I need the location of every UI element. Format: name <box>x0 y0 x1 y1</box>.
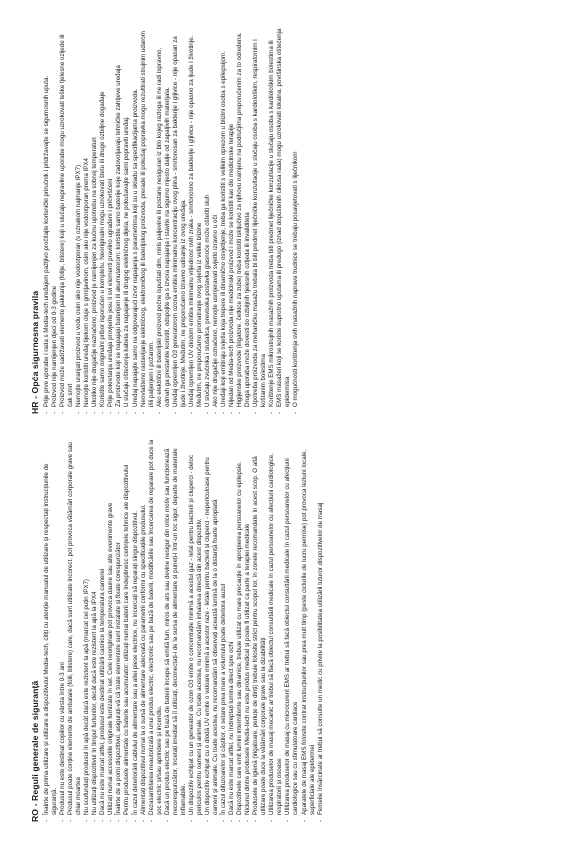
list-item: - Uređaj opremljen O3 generatorom ozona emitira minimalnu koncentraciju ovog plina - smrtonosan za bakterije i gljivice - nije opasan za ljude i životinje. Međutim, ne preporučamo izravno udisanje iz ovog uređaja. <box>172 28 188 414</box>
list-item: - Pentru produsele alimentate cu baterie sau acumulator: utilizați numai baterii care îndeplinesc cerințele tehnice ale dispozitivului <box>123 436 131 822</box>
list-item: - Nu utilizați dispozitivul în timpul furtunilor, decât dacă este rezistent la apă la IPX4 <box>91 436 99 822</box>
list-item: - Proizvod može sadržavati elemente pakiranja (folije, blistere) koji u slučaju nepravilne uporabe mogu uzrokovati teške tjelesne ozljede ili čak smrt <box>59 28 75 414</box>
list-item: - Za proizvode koji se napajaju baterijom ili akumulatorom: koristite samo baterije koje zadovoljavaju tehničke zahtjeve uređaja <box>115 28 123 414</box>
list-item: - Niciunul dintre produsele Media-tech nu este produs medical și poate fi utilizat ca parte a terapiei medicale <box>244 436 252 822</box>
list-item: - Utilizarea produselor de masaj mecanic ar trebui să fiacă obiectul consultării medicale în cazul persoanelor cu afecțiuni cardiologice, respiratorii și osoase <box>268 436 284 822</box>
list-item: - O mogućnosti korištenja svih masažnih naprava trudnice se trebaju posavjetovati s liječnikom <box>292 28 300 414</box>
ro-section <box>30 436 537 822</box>
hr-title: HR - Opća sigurnosna pravila <box>30 290 40 414</box>
list-item: - Nu scufundați produsul în apă decât dacă este rezistent la apă (marcat cel puțin IPX7) <box>83 436 91 822</box>
list-item: - Nemojte uranjati proizvod u vodu osim ako nije vodootporan (s oznakom najmanje IPX7) <box>75 28 83 414</box>
list-item: - Utilizați numai accesoriile originale furnizate în set. Cele neoriginale pot provoca daune sau alte evenimente grave <box>107 436 115 822</box>
list-item: - În cazul difuzoarelor și căștilor, o setare prea mare a volumului poate deteriora auzul <box>220 436 228 822</box>
hr-section <box>30 28 537 414</box>
list-item: - Produsul nu este destinat copiilor cu vârsta între 0-3 ani <box>59 436 67 822</box>
list-item: - Un dispozitiv echipat cu o diodă UV emite o valoare minimă a acestor raze - letale pentru bacterii și ciuperci - nepericuloase pentru oameni și animale. Cu toate acestea, nu recomandăm să observați această lumină de la o distanță foarte apropiată <box>204 436 220 822</box>
list-item: - Ako električni ili baterijski proizvod počne ispuštati dim, miris paljevine ili postane nesiguran iz bilo kojeg razloga ili ne radi ispravno, odmah ga prestanite koristiti, odspojite ga s izvora napajanja i stavite na sigurno mjesto dalje od zapaljivih materijala. <box>156 28 172 414</box>
list-item: - Dacă un produs electric sau pe bază de baterii începe să emită fum, miros de ars sau devine nesigur din orice motiv sau funcționează necorespunzător, încetați imediat să îl utilizați, deconectați-l de la sursa de alimentare și puneți-l într-un loc sigur, departe de materiale inflamabile. <box>164 436 188 822</box>
list-item: - Dacă nu este marcat altfel, nu îndreptați lumina direct spre ochi <box>228 436 236 822</box>
list-item: - Ukoliko nije drugačije naznačeno, proizvod je namijenjen za kućnu upotrebu na sobnoj temperaturi <box>91 28 99 414</box>
list-item: - Înainte de prima utilizare și utilizare a dispozitivului Media-tech, citiți cu atenție manualul de utilizare și respectați instrucțiunile de siguranță. <box>43 436 59 822</box>
list-item: - U slučaju oštećenja kabela za napajanje ili drugog električnog dijela, ne pokušavajte sami popraviti uređaj. <box>123 28 131 414</box>
ro-list <box>43 436 325 822</box>
list-item: - Ako nije drugačije označeno, nemojte usmjeravati svjetlo izravno u oči <box>212 28 220 414</box>
list-item: - Uređaj opremljen UV diodom emitira minimalnu vrijednost ovih zraka - smrtonosno za bakterije i gljivice - nije opasno za ljude i životinje. Međutim, ne preporučamo promatranje ovog svjetla iz velike blizine <box>188 28 204 414</box>
list-item: - Aparatele de masaj EMS folosite contrar instrucțiunilor sau prea mult timp (peste ciclurile de lucru permise) pot provoca leziuni locale, superficiale ale epidermei <box>301 436 317 822</box>
list-item: - U slučaju zvučnika i slušalica, previsoka postavka glasnoće može oštetiti sluh <box>204 28 212 414</box>
list-item: - Uređaj napajajte samo na odgovarajući izvor napajanja s parametrima koji su u skladu sa specifikacijama proizvoda. <box>132 28 140 414</box>
list-item: - Proizvod nije namijenjen djeci od 0-3 godine <box>51 28 59 414</box>
list-item: - Nemojte koristiti uređaj tijekom oluje s grmljavinom, osim ako nije vodootporan prema IPX4 <box>83 28 91 414</box>
ro-title: RO - Reguli generale de siguranță <box>30 680 40 822</box>
list-item: - Higijenske proizvode (irigatore, četkice za zube) treba koristiti isključivo za njihovu namjenu na područjima preporučenim za to odredena. Druga uporaba može dovesti do ozbiljnih tjelesnih ozljeda ili invaliditeta <box>236 28 252 414</box>
list-item: - Dispozitivele care emit lumini intermitente sau dinamice, trebuie utilizat cu mare precauție în apropierea persoanelor cu epilepsie. <box>236 436 244 822</box>
list-item: - Uređaji koji emitiraju svjetla koja trepere ili dinamično osvjetljenje, treba ga koristiti s velikim oprezom u blizini osoba s epilepsijom. <box>220 28 228 414</box>
list-item: - Alimentați dispozitivul numai la o sursă de alimentare adecvată cu parametrii conformi cu specificațiile produsului. <box>140 436 148 822</box>
list-item: - Koristite samo originalni pribor isporučen u kompletu. Neoriginalni mogu uzrokovati štetu ili druge ozbiljne događaje <box>99 28 107 414</box>
list-item: - Dezasamblarea neautorizată a unui produs electric, electronic sau pe bază de baterii, modificările sau încercarea de reparare pot duce la șoc electric și/sau aprindere și incendiu. <box>148 436 164 822</box>
list-item: - Femeile însărcinate ar trebui să consulte un medic cu privire la posibilitatea utilizării tuturor dispozitivelor de masaj <box>317 436 325 822</box>
list-item: - Prije prve uporabe i rada s Media-tech uređajem pažljivo pročitajte korisnički priručnik i pridržavajte se sigurnosnih uputa. <box>43 28 51 414</box>
list-item: - Dacă nu este marcat altfel, produsul este destinat utilizării casnice la temperatura camerei <box>99 436 107 822</box>
list-item: - Înainte de a porni dispozitivul, asigurați-vă că toate elementele sunt instalate și fixate corespunzător <box>115 436 123 822</box>
list-item: - Un dispozitiv echipat cu un generator de ozon O3 emite o concentrație minimă a acestui gaz - letal pentru bacterii și ciuperci - deloc periculos pentru oameni și animale. Cu toate acestea, nu recomandăm inhalarea directă din acest dispozitiv. <box>188 436 204 822</box>
list-item: - Neovlašteno rastavljanje električnog, elektroničkog ili baterijskog proizvoda, prerade ili pokušaj popravka mogu rezultirati strujnim udarom i/ili paljenjem i požarom. <box>140 28 156 414</box>
list-item: - Nijedan od Media-tech proizvoda nije medicinski proizvod i može se koristiti kao dio medicinske terapije <box>228 28 236 414</box>
list-item: - În cazul deteriorării cablului de alimentare sau a altei piese electrice, nu încercați să reparați singur dispozitivul. <box>132 436 140 822</box>
list-item: - Produsul poate conține elemente de ambalare (folii, blistere) care, dacă sunt utilizate incorect, pot provoca vătămări corporale grave sau chiar moartea <box>67 436 83 822</box>
list-item: - Korištenje EMS mikrostrujnih masažnih proizvoda treba biti predmet liječničke konzultacije u slučaju osoba s kardiološkim bolestima ili <box>268 28 276 414</box>
list-item: - Produsele de igienă (irigatoare, periuțe de dinți) trebuie folosite strict pentru scopul lor, în zonele recomandate în acest scop. O altă utilizare poate duce la vătămări corporale grave sau la dizabilități <box>252 436 268 822</box>
hr-list <box>43 28 301 414</box>
list-item: - Upotreba proizvoda za mehaničku masažu trebala bi biti predmet liječničke konzultacije u slučaju osoba s kardiološkim, respiratornim i koštanim bolestima <box>252 28 268 414</box>
list-item: - Prije pokretanja uređaja provjerite jesu li svi elementi pravilno ugrađeni i pričvršćeni <box>107 28 115 414</box>
list-item: - EMS masažeri koji se koriste suprotno uputama ili predugo (iznad dopuštenih ciklusa rada) mogu uzrokovati lokalna, površinska oštećenja epidermisa <box>276 28 292 414</box>
list-item: - Utilizarea produselor de masaj cu microcurent EMS ar trebui să facă obiectul consultării medicale în cazul persoanelor cu afecțiuni cardiologice sau cu stimulatoare cardiace <box>284 436 300 822</box>
